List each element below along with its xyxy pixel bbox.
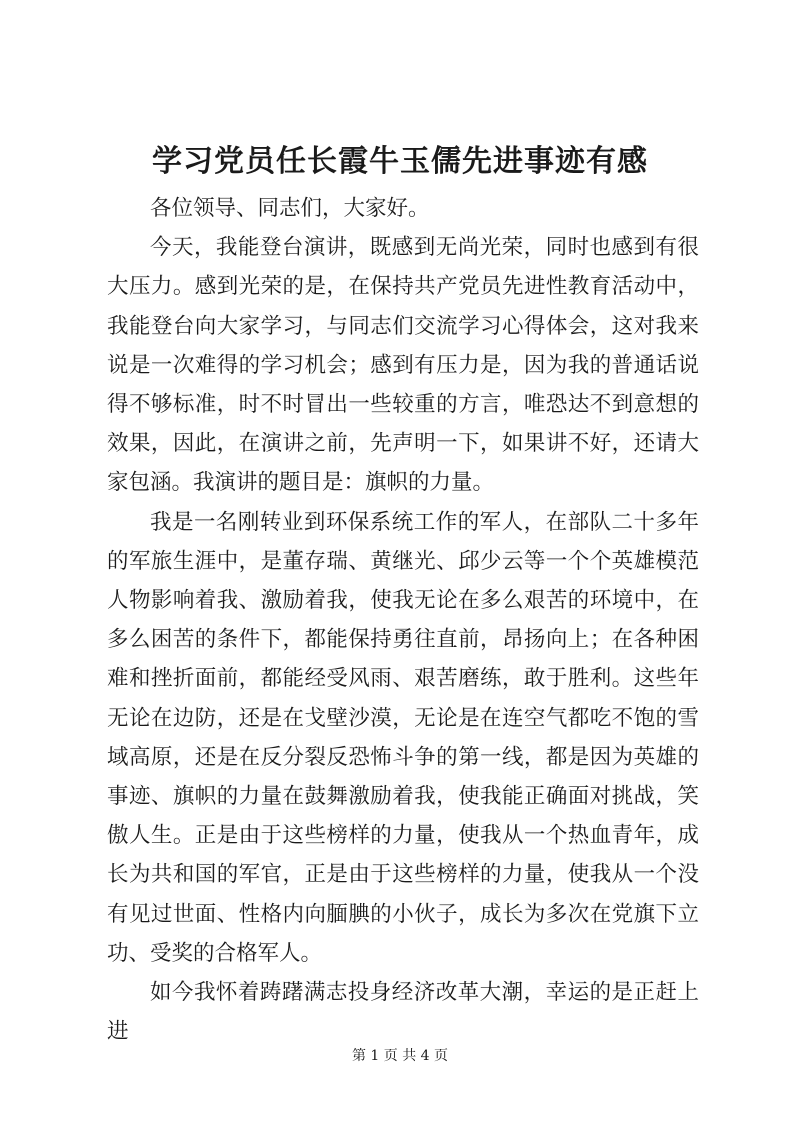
paragraph-transition: 如今我怀着踌躇满志投身经济改革大潮，幸运的是正赶上进 bbox=[107, 980, 699, 1045]
paragraph-greeting: 各位领导、同志们，大家好。 bbox=[150, 196, 430, 221]
page-footer: 第 1 页 共 4 页 bbox=[351, 1048, 449, 1064]
paragraph-intro: 今天，我能登台演讲，既感到无尚光荣，同时也感到有很大压力。感到光荣的是，在保持共产党员先进性教育活动中，我能登台向大家学习，与同志们交流学习心得体会，这对我来说是一次难得的学习机会；感到有压力是，因为我的普通话说得不够标准，时不时冒出一些较重的方言，唯恐达不到意想的效果，因此，在演讲之前，先声明一下，如果讲不好，还请大家包涵。我演讲的题目是：旗帜的力量。 bbox=[107, 235, 699, 496]
document-title: 学习党员任长霞牛玉儒先进事迹有感 bbox=[152, 144, 648, 179]
paragraph-military-career: 我是一名刚转业到环保系统工作的军人，在部队二十多年的军旅生涯中，是董存瑞、黄继光、邱少云等一个个英雄模范人物影响着我、激励着我，使我无论在多么艰苦的环境中，在多么困苦的条件下，都能保持勇往直前，昂扬向上；在各种困难和挫折面前，都能经受风雨、艰苦磨练，敢于胜利。这些年无论在边防，还是在戈壁沙漠，无论是在连空气都吃不饱的雪域高原，还是在反分裂反恐怖斗争的第一线，都是因为英雄的事迹、旗帜的力量在鼓舞激励着我，使我能正确面对挑战，笑傲人生。正是由于这些榜样的力量，使我从一个热血青年，成长为共和国的军官，正是由于这些榜样的力量，使我从一个没有见过世面、性格内向腼腆的小伙子，成长为多次在党旗下立功、受奖的合格军人。 bbox=[107, 509, 699, 966]
document-body bbox=[107, 189, 699, 1051]
